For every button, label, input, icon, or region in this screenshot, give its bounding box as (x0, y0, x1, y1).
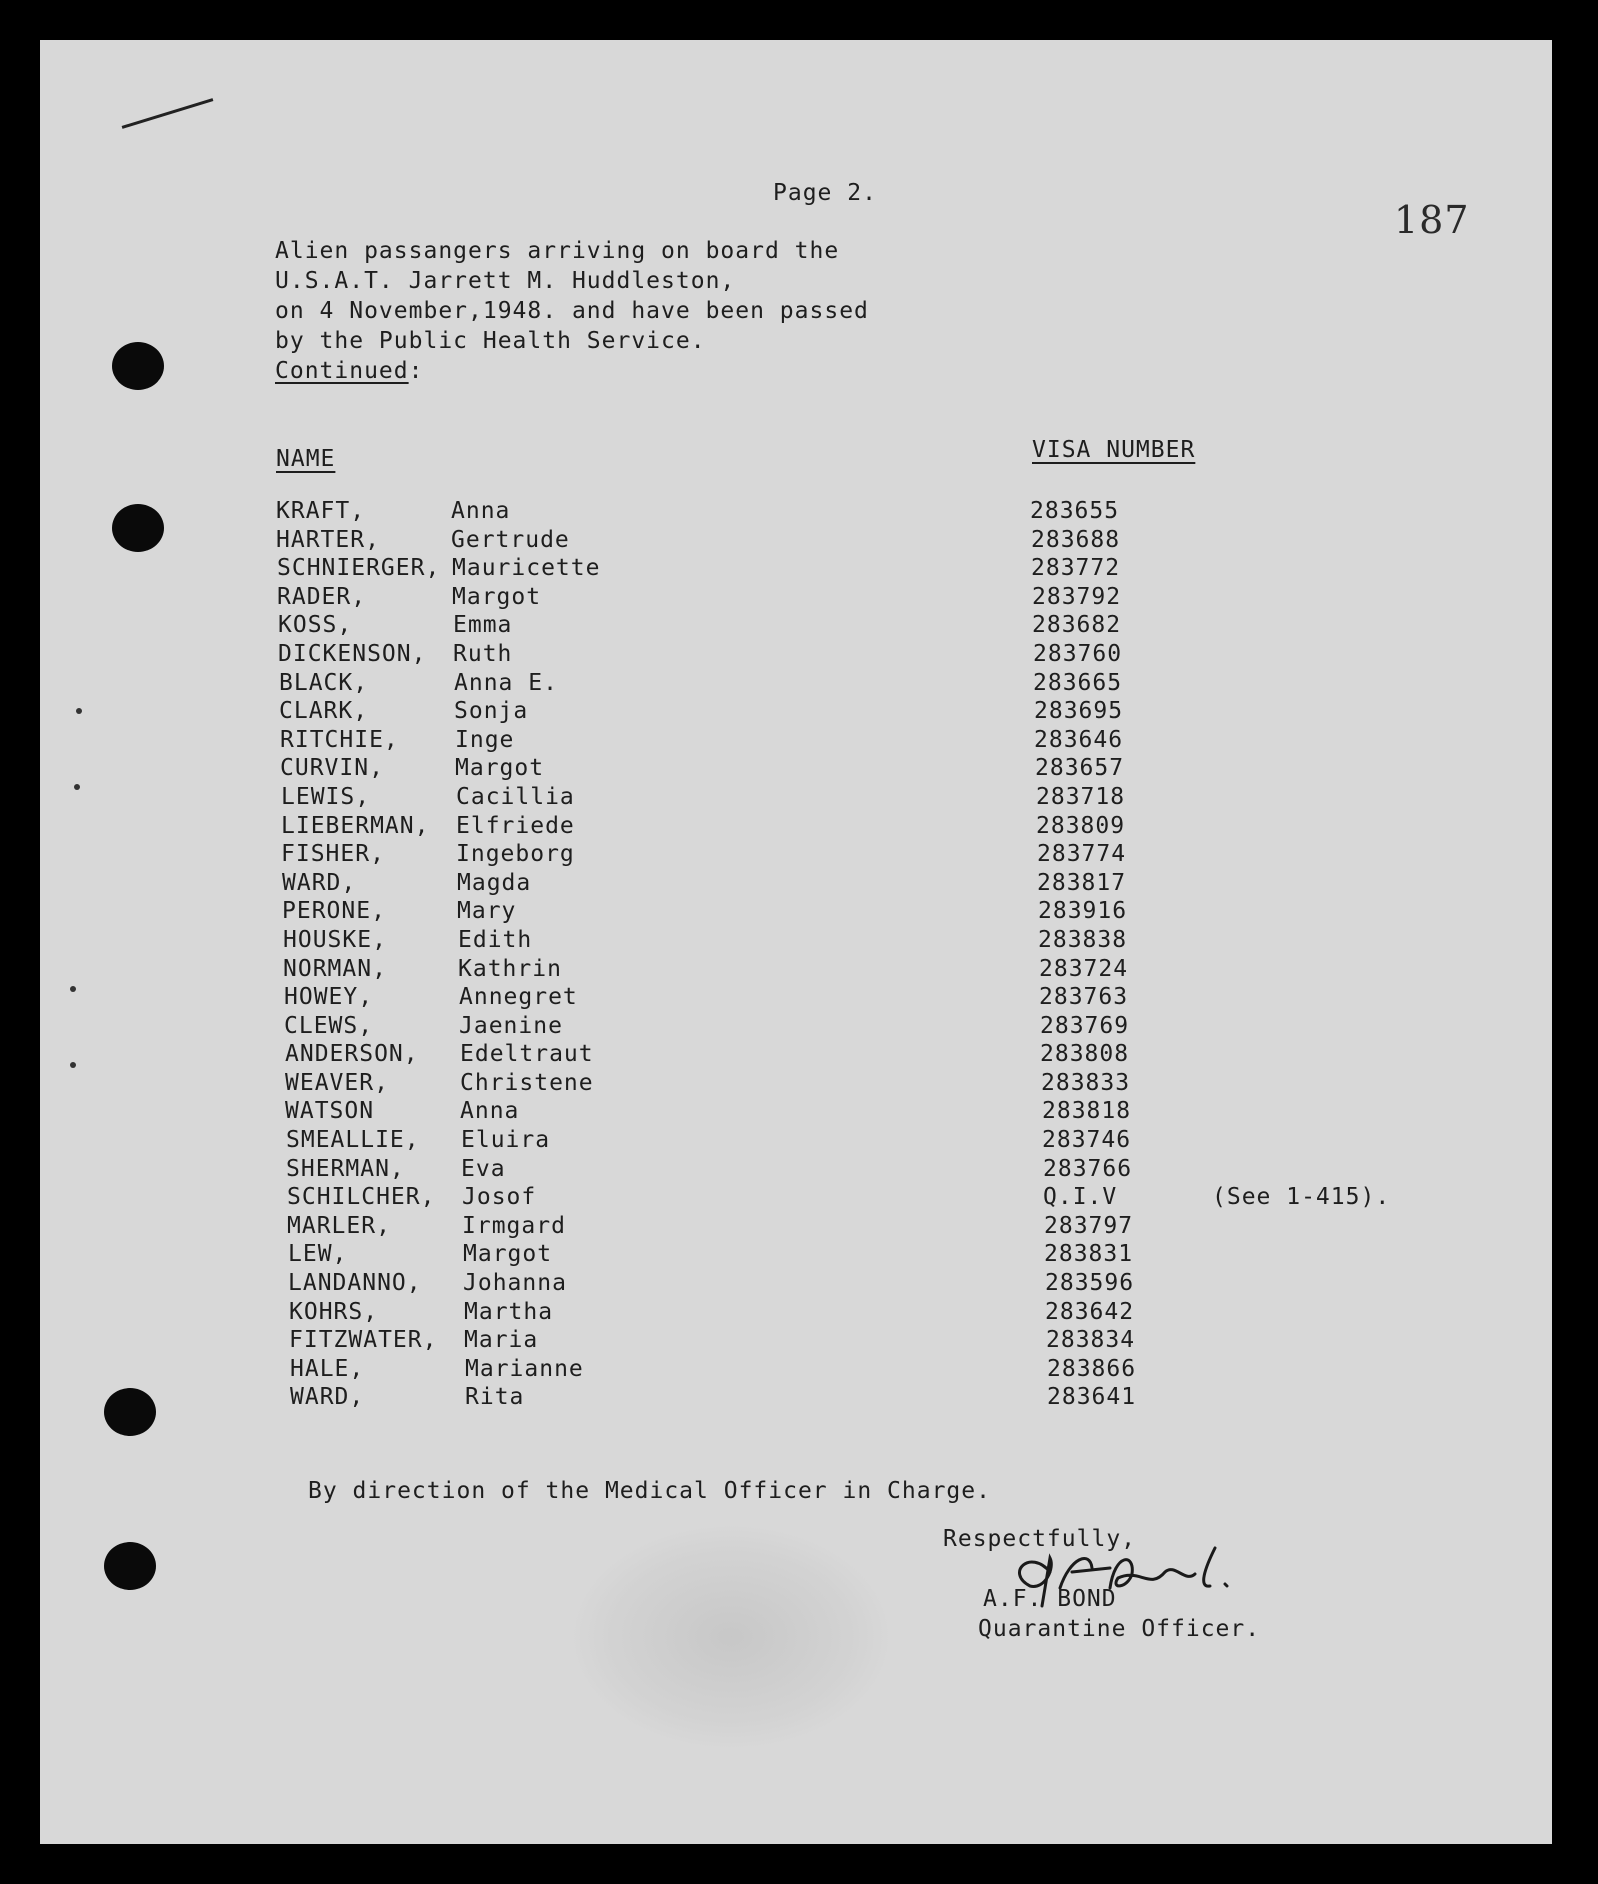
last-name: RITCHIE, (280, 726, 399, 753)
column-header-visa: VISA NUMBER (1032, 437, 1196, 463)
first-name: Ingeborg (456, 841, 575, 868)
last-name: PERONE, (282, 898, 386, 925)
visa-number: 283682 (1032, 612, 1122, 639)
speck (74, 784, 80, 790)
last-name: SMEALLIE, (286, 1127, 420, 1154)
visa-number: 283809 (1036, 812, 1126, 839)
first-name: Edith (458, 926, 533, 953)
punch-hole (104, 1542, 156, 1590)
last-name: FITZWATER, (289, 1327, 438, 1354)
first-name: Mary (457, 898, 517, 925)
last-name: KOSS, (278, 612, 353, 639)
first-name: Cacillia (456, 783, 575, 810)
first-name: Kathrin (458, 955, 562, 982)
visa-number: 283817 (1037, 869, 1127, 896)
speck (70, 1062, 76, 1068)
visa-number: 283760 (1033, 640, 1123, 667)
visa-number: 283834 (1046, 1327, 1136, 1354)
visa-number: 283642 (1045, 1298, 1135, 1325)
visa-number: 283746 (1042, 1127, 1132, 1154)
page-label: Page 2. (773, 180, 877, 206)
folio-number: 187 (1394, 198, 1470, 242)
continued-colon: : (408, 358, 424, 384)
faded-stamp (573, 1526, 889, 1748)
first-name: Anna E. (454, 669, 558, 696)
document-heading (275, 236, 869, 386)
first-name: Martha (464, 1298, 554, 1325)
pencil-mark (122, 98, 214, 129)
visa-number: 283657 (1035, 755, 1125, 782)
first-name: Johanna (463, 1270, 567, 1297)
visa-number: 283596 (1045, 1270, 1135, 1297)
row-note: (See 1-415). (1212, 1184, 1391, 1211)
last-name: LANDANNO, (288, 1270, 422, 1297)
last-name: ANDERSON, (285, 1041, 419, 1068)
first-name: Gertrude (451, 526, 570, 553)
last-name: SCHNIERGER, (277, 555, 441, 582)
first-name: Christene (460, 1069, 594, 1096)
last-name: KOHRS, (289, 1298, 379, 1325)
visa-number: 283792 (1032, 583, 1122, 610)
visa-number: 283838 (1038, 926, 1128, 953)
last-name: KRAFT, (276, 498, 366, 524)
last-name: LIEBERMAN, (281, 812, 430, 839)
visa-number: 283763 (1039, 984, 1129, 1011)
last-name: CLEWS, (284, 1012, 374, 1039)
heading-line: Alien passangers arriving on board the (275, 238, 840, 264)
first-name: Maria (464, 1327, 539, 1354)
last-name: HOUSKE, (283, 926, 387, 953)
first-name: Marianne (465, 1355, 584, 1382)
visa-number: 283665 (1033, 669, 1123, 696)
first-name: Annegret (459, 984, 578, 1011)
column-header-name: NAME (276, 446, 336, 472)
first-name: Emma (453, 612, 513, 639)
last-name: LEW, (288, 1241, 348, 1268)
direction-note: By direction of the Medical Officer in Charge. (308, 1478, 991, 1504)
visa-number: 283818 (1042, 1098, 1132, 1125)
last-name: CLARK, (279, 698, 369, 725)
first-name: Margot (452, 583, 542, 610)
punch-hole (112, 504, 164, 552)
visa-number: 283688 (1031, 526, 1121, 553)
visa-number: Q.I.V (1043, 1184, 1118, 1211)
first-name: Elfriede (456, 812, 575, 839)
visa-number: 283831 (1044, 1241, 1134, 1268)
first-name: Irmgard (462, 1212, 566, 1239)
visa-number: 283866 (1047, 1355, 1137, 1382)
first-name: Rita (465, 1384, 525, 1411)
last-name: RADER, (277, 583, 367, 610)
last-name: HALE, (290, 1355, 365, 1382)
first-name: Margot (455, 755, 545, 782)
last-name: CURVIN, (280, 755, 384, 782)
last-name: LEWIS, (281, 783, 371, 810)
document-page (40, 40, 1552, 1844)
visa-number: 283718 (1036, 783, 1126, 810)
last-name: FISHER, (281, 841, 385, 868)
visa-number: 283772 (1031, 555, 1121, 582)
punch-hole (112, 342, 164, 390)
visa-number: 283724 (1039, 955, 1129, 982)
first-name: Margot (463, 1241, 553, 1268)
speck (70, 986, 76, 992)
visa-number: 283695 (1034, 698, 1124, 725)
visa-number: 283769 (1040, 1012, 1130, 1039)
last-name: BLACK, (279, 669, 369, 696)
visa-number: 283655 (1030, 498, 1120, 524)
last-name: HOWEY, (284, 984, 374, 1011)
first-name: Sonja (454, 698, 529, 725)
officer-title: Quarantine Officer. (978, 1616, 1261, 1642)
last-name: WEAVER, (285, 1069, 389, 1096)
first-name: Mauricette (452, 555, 601, 582)
heading-line: by the Public Health Service. (275, 328, 706, 354)
first-name: Jaenine (459, 1012, 563, 1039)
visa-number: 283646 (1034, 726, 1124, 753)
last-name: MARLER, (287, 1212, 391, 1239)
continued-label: Continued (275, 358, 409, 384)
visa-number: 283916 (1038, 898, 1128, 925)
first-name: Edeltraut (460, 1041, 594, 1068)
last-name: WARD, (282, 869, 357, 896)
punch-hole (104, 1388, 156, 1436)
first-name: Inge (455, 726, 515, 753)
speck (76, 708, 82, 714)
first-name: Josof (462, 1184, 537, 1211)
last-name: HARTER, (276, 526, 380, 553)
heading-line: U.S.A.T. Jarrett M. Huddleston, (275, 268, 736, 294)
visa-number: 283833 (1041, 1069, 1131, 1096)
first-name: Eluira (461, 1127, 551, 1154)
last-name: SCHILCHER, (287, 1184, 436, 1211)
visa-number: 283797 (1044, 1212, 1134, 1239)
visa-number: 283766 (1043, 1155, 1133, 1182)
closing: Respectfully, (943, 1526, 1137, 1552)
first-name: Eva (461, 1155, 506, 1182)
visa-number: 283641 (1047, 1384, 1137, 1411)
last-name: WARD, (290, 1384, 365, 1411)
first-name: Ruth (453, 640, 513, 667)
visa-number: 283808 (1040, 1041, 1130, 1068)
first-name: Magda (457, 869, 532, 896)
first-name: Anna (460, 1098, 520, 1125)
visa-number: 283774 (1037, 841, 1127, 868)
officer-name: A.F. BOND (983, 1586, 1117, 1612)
heading-line: on 4 November,1948. and have been passed (275, 298, 869, 324)
first-name: Anna (451, 498, 511, 524)
last-name: SHERMAN, (286, 1155, 405, 1182)
last-name: NORMAN, (283, 955, 387, 982)
last-name: WATSON (285, 1098, 375, 1125)
last-name: DICKENSON, (278, 640, 427, 667)
